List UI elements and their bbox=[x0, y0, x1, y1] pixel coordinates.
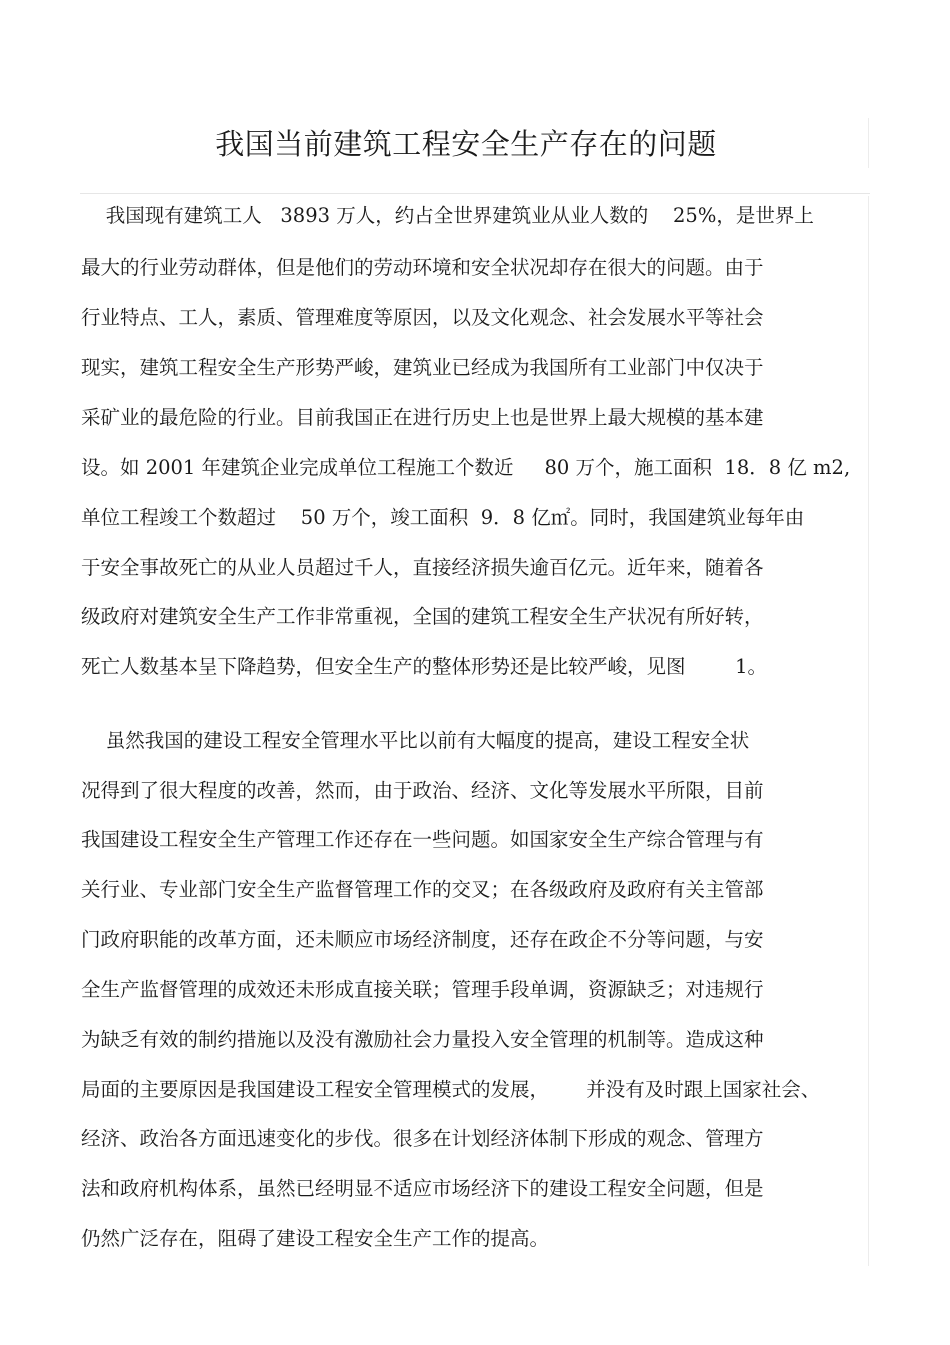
paragraph-line: 我国建设工程安全生产管理工作还存在一些问题。如国家安全生产综合管理与有 bbox=[81, 828, 764, 851]
paragraph-line: 法和政府机构体系，虽然已经明显不适应市场经济下的建设工程安全问题，但是 bbox=[81, 1177, 764, 1200]
paragraph-line: 门政府职能的改革方面，还未顺应市场经济制度，还存在政企不分等问题，与安 bbox=[81, 928, 764, 951]
paragraph-line: 经济、政治各方面迅速变化的步伐。很多在计划经济体制下形成的观念、管理方 bbox=[81, 1127, 764, 1150]
paragraph-line: 况得到了很大程度的改善，然而，由于政治、经济、文化等发展水平所限，目前 bbox=[81, 779, 764, 802]
paragraph-line: 行业特点、工人，素质、管理难度等原因，以及文化观念、社会发展水平等社会 bbox=[81, 306, 764, 329]
paragraph-line: 死亡人数基本呈下降趋势，但安全生产的整体形势还是比较严峻，见图 1。 bbox=[81, 655, 767, 678]
header-divider bbox=[80, 193, 870, 194]
paragraph-line: 最大的行业劳动群体，但是他们的劳动环境和安全状况却存在很大的问题。由于 bbox=[81, 256, 764, 279]
paragraph-line: 单位工程竣工个数超过 50 万个，竣工面积 9．8 亿㎡。同时，我国建筑业每年由 bbox=[81, 506, 805, 529]
paragraph-line: 级政府对建筑安全生产工作非常重视，全国的建筑工程安全生产状况有所好转， bbox=[81, 605, 764, 628]
margin-rule-right bbox=[868, 196, 869, 1266]
paragraph-line: 采矿业的最危险的行业。目前我国正在进行历史上也是世界上最大规模的基本建 bbox=[81, 406, 764, 429]
paragraph-line: 设。如 2001 年建筑企业完成单位工程施工个数近 80 万个，施工面积 18．8 亿 m2, bbox=[81, 456, 851, 479]
paragraph-line: 关行业、专业部门安全生产监督管理工作的交叉；在各级政府及政府有关主管部 bbox=[81, 878, 764, 901]
paragraph-line: 为缺乏有效的制约措施以及没有激励社会力量投入安全管理的机制等。造成这种 bbox=[81, 1028, 764, 1051]
paragraph-line: 于安全事故死亡的从业人员超过千人，直接经济损失逾百亿元。近年来，随着各 bbox=[81, 556, 764, 579]
document-title: 我国当前建筑工程安全生产存在的问题 bbox=[215, 127, 717, 161]
paragraph-line: 虽然我国的建设工程安全管理水平比以前有大幅度的提高，建设工程安全状 bbox=[81, 729, 750, 752]
paragraph-line: 我国现有建筑工人 3893 万人，约占全世界建筑业从业人数的 25%，是世界上 bbox=[81, 204, 814, 227]
paragraph-line: 现实，建筑工程安全生产形势严峻，建筑业已经成为我国所有工业部门中仅决于 bbox=[81, 356, 764, 379]
paragraph-line: 局面的主要原因是我国建设工程安全管理模式的发展， 并没有及时跟上国家社会、 bbox=[81, 1078, 821, 1101]
paragraph-line: 仍然广泛存在，阻碍了建设工程安全生产工作的提高。 bbox=[81, 1227, 550, 1250]
paragraph-line: 全生产监督管理的成效还未形成直接关联；管理手段单调，资源缺乏；对违规行 bbox=[81, 978, 764, 1001]
